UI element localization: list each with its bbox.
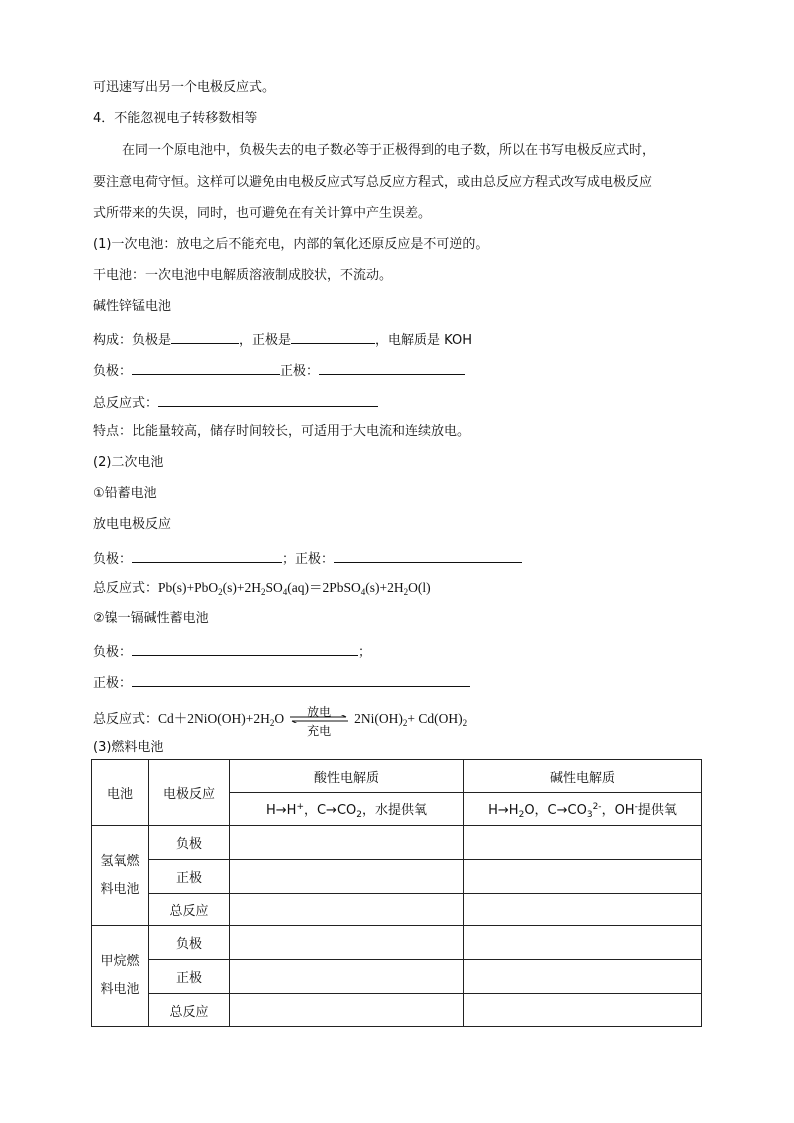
label: 负极： xyxy=(93,364,133,379)
text-line: (1)一次电池：放电之后不能充电，内部的氧化还原反应是不可逆的。 xyxy=(93,237,489,252)
total-reaction-line xyxy=(93,705,468,738)
answer-cell[interactable] xyxy=(230,860,464,894)
subheading: (2)二次电池 xyxy=(93,455,164,470)
composition-line xyxy=(93,329,472,350)
lead-acid-equation: $Pb(s)+PbO_2(s)+2H_2SO_4(aq)=2PbSO_4(s)+2H_2O(l)$ xyxy=(158,580,431,597)
subheading: 放电电极反应 xyxy=(93,517,172,532)
row-label-total: 总反应 xyxy=(149,994,230,1027)
header-reaction: 电极反应 xyxy=(149,760,230,826)
blank-field[interactable] xyxy=(132,672,470,687)
answer-cell[interactable] xyxy=(464,860,702,894)
text-line: 干电池：一次电池中电解质溶液制成胶状，不流动。 xyxy=(93,268,393,283)
text-line: 特点：比能量较高，储存时间较长，可适用于大电流和连续放电。 xyxy=(93,424,471,439)
text-line: 在同一个原电池中，负极失去的电子数必等于正极得到的电子数，所以在书写电极反应式时， xyxy=(122,143,656,158)
text-line: 式所带来的失误，同时，也可避免在有关计算中产生误差。 xyxy=(93,206,432,221)
answer-cell[interactable] xyxy=(464,994,702,1027)
blank-field[interactable] xyxy=(158,392,378,407)
blank-field[interactable] xyxy=(132,360,280,375)
fuel-cell-table xyxy=(91,759,702,1027)
answer-cell[interactable] xyxy=(230,994,464,1027)
blank-field[interactable] xyxy=(171,329,239,344)
label: 负极： xyxy=(93,552,133,567)
label: ，正极是 xyxy=(239,333,292,348)
answer-cell[interactable] xyxy=(230,894,464,926)
total-reaction-line xyxy=(93,579,431,601)
label: ； xyxy=(358,645,372,660)
row-label-positive: 正极 xyxy=(149,860,230,894)
answer-cell[interactable] xyxy=(464,926,702,960)
hydrogen-cell-label: 氢氧燃 料电池 xyxy=(92,826,149,926)
electrode-line xyxy=(93,360,465,381)
label: 正极： xyxy=(93,676,133,691)
blank-field[interactable] xyxy=(132,641,358,656)
header-acid: 酸性电解质 xyxy=(230,760,464,793)
subheading: (3)燃料电池 xyxy=(93,740,164,755)
blank-field[interactable] xyxy=(334,548,522,563)
section-heading: 4．不能忽视电子转移数相等 xyxy=(93,111,258,126)
acid-note: H→H+，$C\to CO_2$，水提供氧 xyxy=(230,793,464,826)
base-note: $H\to H_2O$，$C\to CO_3^{2-}$，OH-提供氧 xyxy=(464,793,702,826)
text-line: 要注意电荷守恒。这样可以避免由电极反应式写总反应方程式，或由总反应方程式改写成电极反应 xyxy=(93,175,653,190)
answer-cell[interactable] xyxy=(230,926,464,960)
reversible-arrow: 放电 充电 xyxy=(288,705,350,735)
blank-field[interactable] xyxy=(291,329,375,344)
label: 构成：负极是 xyxy=(93,333,172,348)
answer-cell[interactable] xyxy=(464,894,702,926)
total-reaction-line xyxy=(93,392,378,413)
label: 正极： xyxy=(280,364,320,379)
nicd-equation: $Cd+2NiO(OH)+2H_2O$ 放电 充电 $2Ni(OH)_2+ Cd(OH)_2$ xyxy=(158,705,468,738)
subheading: ①铅蓄电池 xyxy=(93,486,157,501)
label: 总反应式： xyxy=(93,396,159,411)
row-label-negative: 负极 xyxy=(149,926,230,960)
blank-field[interactable] xyxy=(319,360,465,375)
answer-cell[interactable] xyxy=(464,960,702,994)
electrode-line xyxy=(93,548,522,569)
label: ；正极： xyxy=(282,552,335,567)
row-label-negative: 负极 xyxy=(149,826,230,860)
label: 总反应式： xyxy=(93,581,159,596)
row-label-positive: 正极 xyxy=(149,960,230,994)
subheading: ②镍一镉碱性蓄电池 xyxy=(93,611,209,626)
label: 负极： xyxy=(93,645,133,660)
row-label-total: 总反应 xyxy=(149,894,230,926)
header-battery: 电池 xyxy=(92,760,149,826)
electrode-line xyxy=(93,672,470,693)
text-line: 可迅速写出另一个电极反应式。 xyxy=(93,80,276,95)
label: 总反应式： xyxy=(93,712,159,728)
answer-cell[interactable] xyxy=(464,826,702,860)
header-base: 碱性电解质 xyxy=(464,760,702,793)
answer-cell[interactable] xyxy=(230,960,464,994)
subheading: 碱性锌锰电池 xyxy=(93,299,172,314)
label: ，电解质是 KOH xyxy=(375,333,472,348)
answer-cell[interactable] xyxy=(230,826,464,860)
blank-field[interactable] xyxy=(132,548,282,563)
electrode-line xyxy=(93,641,371,662)
methane-cell-label: 甲烷燃 料电池 xyxy=(92,926,149,1027)
